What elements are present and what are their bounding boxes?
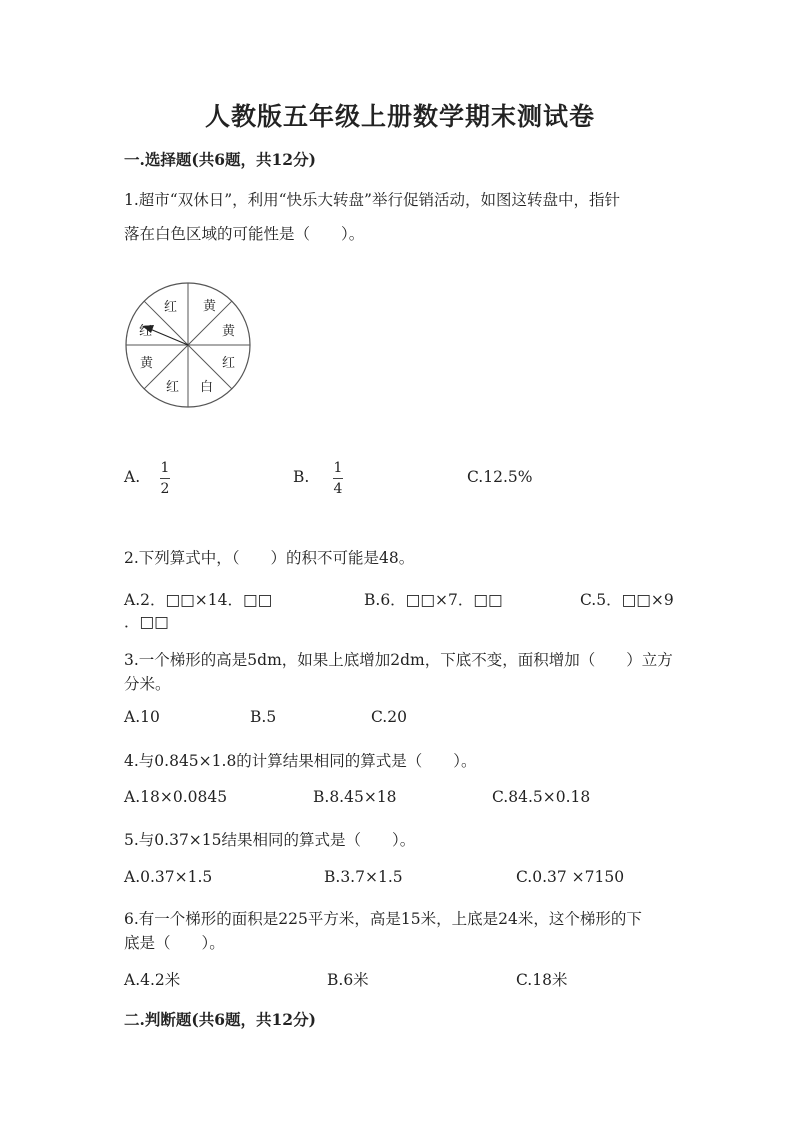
question-3-line-1: 3.一个梯形的高是5dm，如果上底增加2dm，下底不变，面积增加（ ）立方: [124, 651, 673, 669]
option-a: A.10: [124, 708, 160, 726]
page-title: 人教版五年级上册数学期末测试卷: [204, 102, 595, 131]
option-a: A.18×0.0845: [124, 788, 228, 806]
option-a: A.2．□□×14．□□: [124, 591, 273, 609]
wheel-sector-label: 白: [200, 380, 214, 395]
fraction-numerator: 1: [160, 460, 170, 476]
option-b: B.: [293, 468, 310, 486]
question-6-line-2: 底是（ ）。: [124, 934, 225, 952]
wheel-sector-label: 黄: [203, 299, 217, 314]
option-a: A.: [124, 468, 141, 486]
fraction-bar: [333, 478, 343, 479]
option-c: C.0.37 ×7150: [516, 868, 625, 886]
wheel-sector-label: 红: [166, 380, 180, 395]
option-a: A.0.37×1.5: [124, 868, 213, 886]
wheel-sector-label: 黄: [222, 324, 236, 339]
option-c: C.12.5%: [467, 468, 533, 486]
option-c: C.5．□□×9: [580, 591, 674, 609]
option-b: B.6．□□×7．□□: [364, 591, 503, 609]
option-c: C.84.5×0.18: [492, 788, 591, 806]
option-c-continued: ．□□: [124, 613, 169, 631]
wheel-sector-label: 红: [164, 300, 178, 315]
wheel-sector-label: 黄: [140, 356, 154, 371]
option-c: C.18米: [516, 971, 568, 989]
question-4: 4.与0.845×1.8的计算结果相同的算式是（ ）。: [124, 752, 477, 770]
fraction-numerator: 1: [333, 460, 343, 476]
section-heading-choice: 一.选择题(共6题，共12分): [124, 150, 316, 169]
option-b-fraction: [333, 461, 343, 496]
option-b: B.3.7×1.5: [324, 868, 403, 886]
option-b: B.8.45×18: [313, 788, 397, 806]
option-c: C.20: [371, 708, 407, 726]
fraction-denominator: 4: [333, 481, 343, 497]
option-a: A.4.2米: [124, 971, 181, 989]
wheel-sector-label: 红: [222, 356, 236, 371]
option-b: B.6米: [327, 971, 369, 989]
section-heading-judgment: 二.判断题(共6题，共12分): [124, 1010, 316, 1029]
fraction-denominator: 2: [160, 481, 170, 497]
option-a-fraction: [160, 461, 170, 496]
wheel-sector-label: 红: [139, 324, 153, 339]
question-5: 5.与0.37×15结果相同的算式是（ ）。: [124, 831, 416, 849]
question-1-line-1: 1.超市“双休日”，利用“快乐大转盘”举行促销活动，如图这转盘中，指针: [124, 191, 620, 209]
question-6-line-1: 6.有一个梯形的面积是225平方米，高是15米，上底是24米，这个梯形的下: [124, 910, 642, 928]
spinner-wheel-figure: [122, 281, 258, 415]
fraction-bar: [160, 478, 170, 479]
question-2: 2.下列算式中，（ ）的积不可能是48。: [124, 549, 415, 567]
option-b: B.5: [250, 708, 277, 726]
question-1-line-2: 落在白色区域的可能性是（ ）。: [124, 225, 365, 243]
question-3-line-2: 分米。: [124, 675, 171, 693]
